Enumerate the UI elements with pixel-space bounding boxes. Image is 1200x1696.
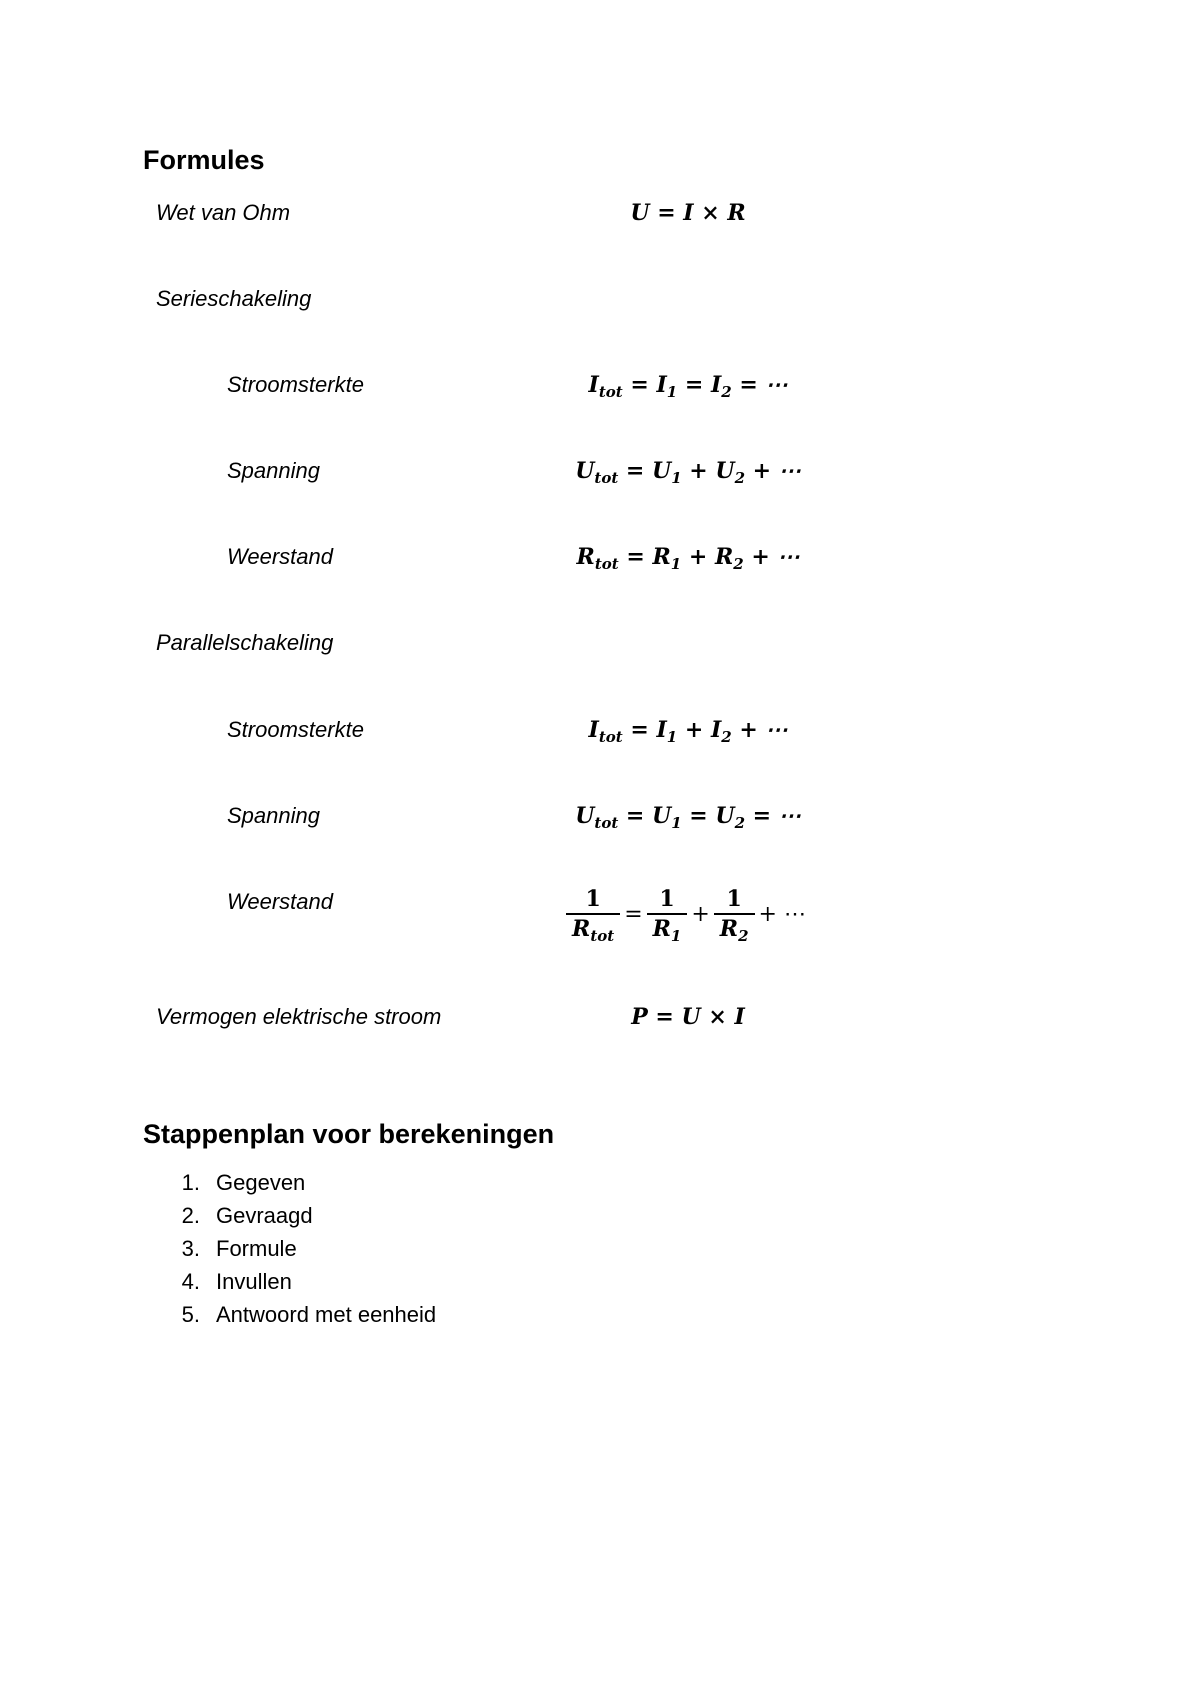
- list-item: 4. Invullen: [181, 1269, 292, 1294]
- serie-weerstand-formula: $R_{tot} = R_1 + R_2$ + ⋯: [576, 544, 800, 573]
- serie-weerstand-label: Weerstand: [227, 544, 333, 569]
- fraction-r1: $\frac{1}{R_1}$: [650, 885, 685, 943]
- parallel-stroomsterkte-label: Stroomsterkte: [227, 717, 364, 742]
- list-item: 3. Formule: [181, 1236, 297, 1261]
- list-item: 1. Gegeven: [181, 1170, 306, 1195]
- serie-spanning-label: Spanning: [227, 458, 320, 483]
- serieschakeling-label: Serieschakeling: [156, 286, 312, 311]
- wet-van-ohm-label: Wet van Ohm: [156, 200, 291, 225]
- fraction-r2: $\frac{1}{R_2}$: [717, 885, 752, 943]
- parallel-spanning-formula: $U_{tot} = U_1 = U_2$ = ⋯: [575, 803, 801, 832]
- wet-van-ohm-formula: U = I × R: [630, 200, 746, 226]
- vermogen-label: Vermogen elektrische stroom: [156, 1004, 442, 1029]
- serie-spanning-formula: $U_{tot} = U_1 + U_2$ + ⋯: [575, 458, 801, 487]
- formules-heading: Formules: [143, 145, 265, 175]
- stappenplan-heading: Stappenplan voor berekeningen: [143, 1119, 555, 1149]
- parallelschakeling-label: Parallelschakeling: [156, 630, 334, 655]
- parallel-stroomsterkte-formula: $I_{tot} = I_1 + I_2$ + ⋯: [588, 717, 788, 746]
- list-item: 2. Gevraagd: [181, 1203, 313, 1228]
- serie-stroomsterkte-label: Stroomsterkte: [227, 372, 364, 397]
- parallel-weerstand-formula: $\frac{1}{R_{tot}}$ = $\frac{1}{R_1}$ + $\frac{1}{R_2}$ + ⋯: [528, 885, 848, 943]
- vermogen-formula: P = U × I: [631, 1004, 745, 1030]
- list-item: 5. Antwoord met eenheid: [181, 1302, 437, 1327]
- serie-stroomsterkte-formula: $I_{tot} = I_1 = I_2$ = ⋯: [588, 372, 788, 401]
- steps-list: [172, 1166, 436, 1331]
- fraction-total: $\frac{1}{R_{tot}}$: [569, 885, 617, 943]
- parallel-weerstand-label: Weerstand: [227, 889, 333, 914]
- parallel-spanning-label: Spanning: [227, 803, 320, 828]
